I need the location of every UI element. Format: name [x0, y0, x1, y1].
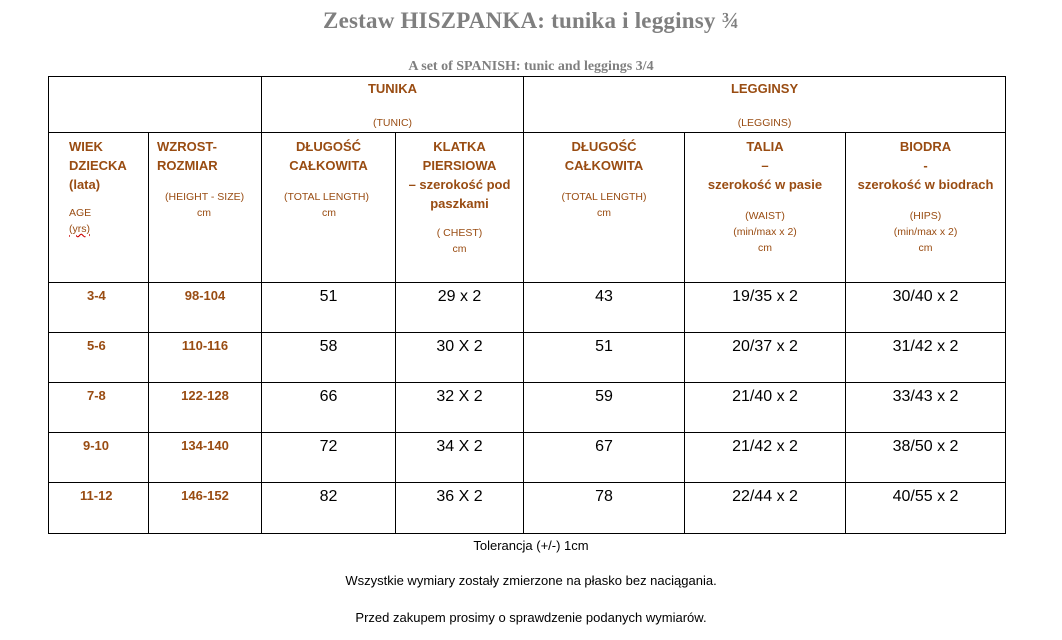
- height-header-unit: cm: [197, 207, 211, 219]
- group-header-row: [49, 77, 1006, 133]
- chest-header-unit: cm: [452, 243, 467, 255]
- height-cell: 146-152: [149, 483, 262, 534]
- leggings-length-cell: 78: [524, 483, 685, 534]
- chest-cell: 30 X 2: [396, 333, 524, 383]
- age-header-line1: WIEK: [69, 139, 103, 154]
- measurement-note: Wszystkie wymiary zostały zmierzone na płasko bez naciągania.: [345, 573, 717, 588]
- age-cell: 7-8: [49, 383, 149, 433]
- leggings-length-line1: DŁUGOŚĆ: [571, 139, 637, 154]
- chest-cell: 36 X 2: [396, 483, 524, 534]
- tunic-length-en: (TOTAL LENGTH): [284, 191, 369, 203]
- leggings-length-cell: 43: [524, 283, 685, 333]
- hips-header: [846, 133, 1006, 283]
- height-cell: 110-116: [149, 333, 262, 383]
- chest-cell: 32 X 2: [396, 383, 524, 433]
- hips-header-line1: BIODRA: [899, 139, 952, 154]
- column-header-row: [49, 133, 1006, 283]
- height-cell: 122-128: [149, 383, 262, 433]
- waist-cell: 19/35 x 2: [685, 283, 846, 333]
- chest-header: [396, 133, 524, 283]
- page-subtitle: A set of SPANISH: tunic and leggings 3/4: [408, 59, 654, 74]
- tolerance-note: Tolerancja (+/-) 1cm: [473, 538, 589, 553]
- tunic-length-cell: 82: [262, 483, 396, 534]
- age-cell: 11-12: [49, 483, 149, 534]
- age-cell: 3-4: [49, 283, 149, 333]
- age-cell: 9-10: [49, 433, 149, 483]
- chest-header-line1: KLATKA: [433, 139, 486, 154]
- waist-header: [685, 133, 846, 283]
- table-row: [49, 433, 1006, 483]
- age-cell: 5-6: [49, 333, 149, 383]
- hips-cell: 31/42 x 2: [846, 333, 1006, 383]
- waist-cell: 22/44 x 2: [685, 483, 846, 534]
- chest-header-en: ( CHEST): [436, 227, 483, 239]
- waist-header-line2: –: [761, 158, 769, 173]
- tunic-length-cell: 72: [262, 433, 396, 483]
- waist-cell: 21/40 x 2: [685, 383, 846, 433]
- tunic-length-cell: 58: [262, 333, 396, 383]
- tunic-length-cell: 66: [262, 383, 396, 433]
- leggings-length-header: [524, 133, 685, 283]
- size-table: [48, 76, 1006, 534]
- leggings-group-header: [524, 77, 1006, 133]
- tunic-length-header: [262, 133, 396, 283]
- table-row: [49, 483, 1006, 534]
- chest-header-line4: paszkami: [430, 196, 489, 211]
- hips-header-note: (min/max x 2): [893, 226, 958, 238]
- leggings-length-cell: 67: [524, 433, 685, 483]
- empty-corner-cell: [49, 77, 262, 133]
- hips-cell: 33/43 x 2: [846, 383, 1006, 433]
- age-header-en: AGE: [69, 207, 92, 219]
- leggings-length-line2: CAŁKOWITA: [564, 158, 644, 173]
- chest-header-line2: PIERSIOWA: [422, 158, 497, 173]
- leggings-length-unit: cm: [597, 207, 612, 219]
- waist-header-en: (WAIST): [745, 210, 785, 222]
- chest-header-line3: – szerokość pod: [408, 177, 511, 192]
- age-header-en-unit: (yrs): [69, 223, 90, 235]
- table-row: [49, 383, 1006, 433]
- table-row: [49, 333, 1006, 383]
- table-row: [49, 283, 1006, 333]
- tunic-length-unit: cm: [322, 207, 336, 219]
- leggings-length-cell: 59: [524, 383, 685, 433]
- tunic-length-line1: DŁUGOŚĆ: [296, 139, 361, 154]
- waist-header-line1: TALIA: [746, 139, 784, 154]
- leggings-group-sub: (LEGGINS): [737, 117, 792, 129]
- height-header: [149, 133, 262, 283]
- height-header-line1: WZROST-: [157, 139, 217, 154]
- page-title: Zestaw HISZPANKA: tunika i legginsy ¾: [323, 8, 739, 33]
- chest-cell: 34 X 2: [396, 433, 524, 483]
- height-header-en: (HEIGHT - SIZE): [165, 191, 245, 203]
- leggings-length-en: (TOTAL LENGTH): [561, 191, 647, 203]
- leggings-group-label: LEGGINSY: [730, 81, 799, 96]
- waist-header-note: (min/max x 2): [733, 226, 797, 238]
- leggings-length-cell: 51: [524, 333, 685, 383]
- height-cell: 98-104: [149, 283, 262, 333]
- check-note: Przed zakupem prosimy o sprawdzenie podanych wymiarów.: [355, 610, 707, 625]
- waist-cell: 20/37 x 2: [685, 333, 846, 383]
- waist-header-line3: szerokość w pasie: [707, 177, 823, 192]
- tunic-group-sub: (TUNIC): [372, 117, 413, 129]
- hips-cell: 38/50 x 2: [846, 433, 1006, 483]
- hips-header-en: (HIPS): [909, 210, 942, 222]
- hips-header-unit: cm: [918, 242, 933, 254]
- height-header-line2: ROZMIAR: [157, 158, 218, 173]
- tunic-group-header: [262, 77, 524, 133]
- tunic-length-cell: 51: [262, 283, 396, 333]
- age-header-line3: (lata): [69, 177, 101, 192]
- hips-header-line2: -: [923, 158, 928, 173]
- height-cell: 134-140: [149, 433, 262, 483]
- tunic-group-label: TUNIKA: [367, 81, 418, 96]
- hips-header-line3: szerokość w biodrach: [857, 177, 994, 192]
- waist-header-unit: cm: [758, 242, 773, 254]
- chest-cell: 29 x 2: [396, 283, 524, 333]
- age-header-line2: DZIECKA: [69, 158, 127, 173]
- hips-cell: 30/40 x 2: [846, 283, 1006, 333]
- waist-cell: 21/42 x 2: [685, 433, 846, 483]
- tunic-length-line2: CAŁKOWITA: [289, 158, 368, 173]
- hips-cell: 40/55 x 2: [846, 483, 1006, 534]
- age-header: [49, 133, 149, 283]
